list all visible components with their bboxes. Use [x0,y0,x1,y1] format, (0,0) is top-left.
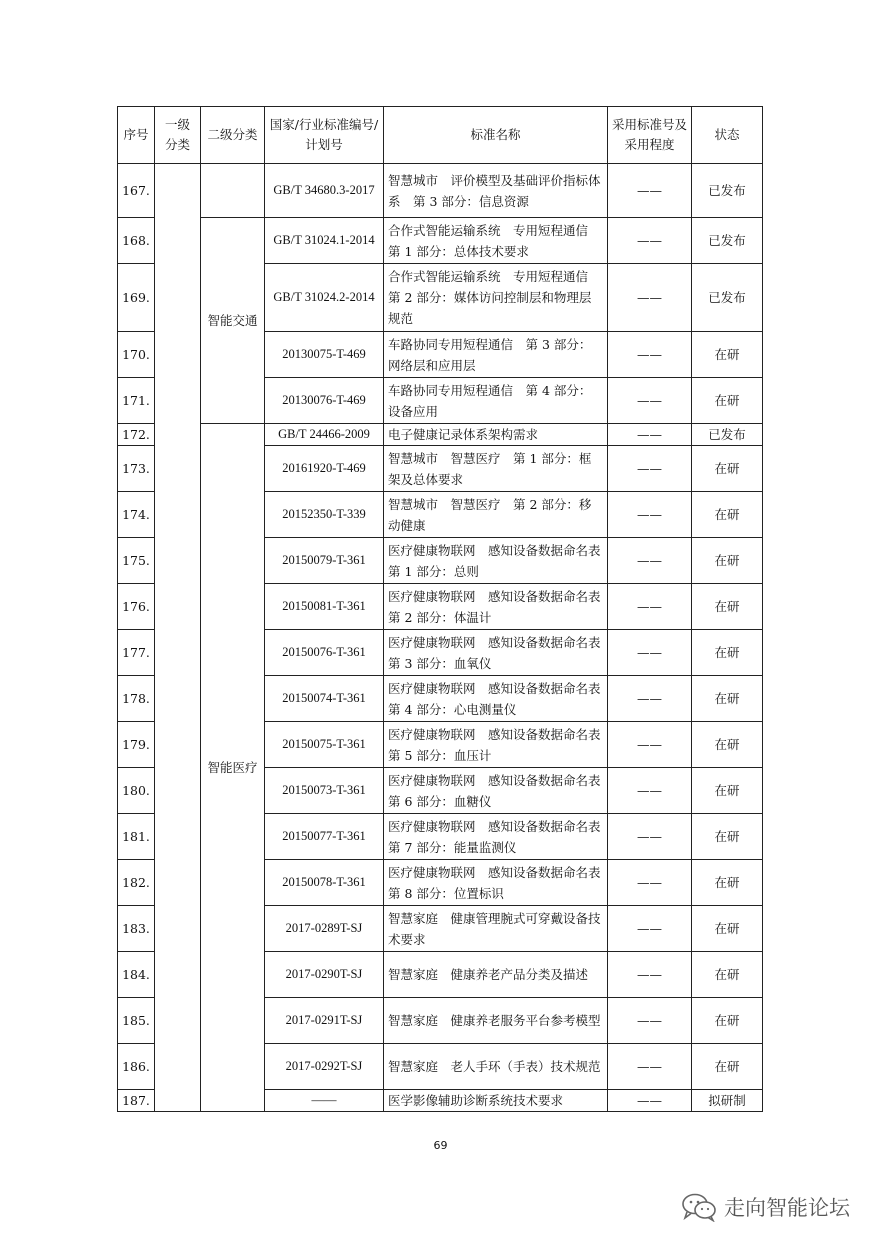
row-status: 在研 [692,998,763,1044]
cat1-cell [155,164,201,1112]
row-seq: 180. [118,768,155,814]
row-code: 20150074-T-361 [265,676,384,722]
row-status: 在研 [692,630,763,676]
row-code: —— [265,1090,384,1112]
row-status: 在研 [692,860,763,906]
row-code: 20161920-T-469 [265,446,384,492]
row-code: GB/T 24466-2009 [265,424,384,446]
row-name: 医疗健康物联网 感知设备数据命名表 第 5 部分：血压计 [384,722,608,768]
table-header-row [118,107,763,164]
row-seq: 178. [118,676,155,722]
row-name: 医疗健康物联网 感知设备数据命名表 第 6 部分：血糖仪 [384,768,608,814]
row-name: 智慧城市 评价模型及基础评价指标体系 第 3 部分：信息资源 [384,164,608,218]
row-seq: 168. [118,218,155,264]
row-code: 20150078-T-361 [265,860,384,906]
row-seq: 176. [118,584,155,630]
row-status: 在研 [692,492,763,538]
row-adopt: —— [608,332,692,378]
row-seq: 183. [118,906,155,952]
row-status: 已发布 [692,264,763,332]
row-adopt: —— [608,218,692,264]
row-code: 2017-0289T-SJ [265,906,384,952]
row-status: 已发布 [692,164,763,218]
row-code: 20150073-T-361 [265,768,384,814]
standards-table [117,106,763,1112]
row-adopt: —— [608,906,692,952]
row-adopt: —— [608,424,692,446]
row-status: 在研 [692,584,763,630]
row-seq: 171. [118,378,155,424]
row-name: 智慧家庭 老人手环（手表）技术规范 [384,1044,608,1090]
row-name: 智慧家庭 健康养老产品分类及描述 [384,952,608,998]
row-name: 智慧城市 智慧医疗 第 2 部分：移动健康 [384,492,608,538]
row-adopt: —— [608,378,692,424]
row-seq: 175. [118,538,155,584]
row-seq: 186. [118,1044,155,1090]
row-name: 医疗健康物联网 感知设备数据命名表 第 7 部分：能量监测仪 [384,814,608,860]
header-code: 国家/行业标准编号/计划号 [265,107,384,164]
cat2-traffic: 智能交通 [201,218,265,424]
row-status: 已发布 [692,424,763,446]
row-code: GB/T 31024.1-2014 [265,218,384,264]
row-name: 医疗健康物联网 感知设备数据命名表 第 1 部分：总则 [384,538,608,584]
table-row [118,424,763,446]
watermark-text: 走向智能论坛 [724,1196,850,1220]
cat2-cell-empty [201,164,265,218]
row-seq: 167. [118,164,155,218]
cat2-medical: 智能医疗 [201,424,265,1112]
row-adopt: —— [608,584,692,630]
row-status: 在研 [692,768,763,814]
row-seq: 173. [118,446,155,492]
wechat-icon [680,1192,718,1222]
row-code: 2017-0291T-SJ [265,998,384,1044]
row-status: 在研 [692,446,763,492]
row-code: 20150076-T-361 [265,630,384,676]
row-code: 2017-0290T-SJ [265,952,384,998]
header-name: 标准名称 [384,107,608,164]
row-seq: 169. [118,264,155,332]
row-seq: 182. [118,860,155,906]
table-row [118,218,763,264]
row-adopt: —— [608,264,692,332]
row-status: 已发布 [692,218,763,264]
header-status: 状态 [692,107,763,164]
row-code: 20150077-T-361 [265,814,384,860]
row-name: 合作式智能运输系统 专用短程通信 第 1 部分：总体技术要求 [384,218,608,264]
row-name: 智慧城市 智慧医疗 第 1 部分：框架及总体要求 [384,446,608,492]
row-adopt: —— [608,630,692,676]
row-status: 在研 [692,814,763,860]
header-adopt: 采用标准号及采用程度 [608,107,692,164]
row-name: 医疗健康物联网 感知设备数据命名表 第 2 部分：体温计 [384,584,608,630]
row-seq: 185. [118,998,155,1044]
watermark [680,1192,850,1222]
row-name: 智慧家庭 健康管理腕式可穿戴设备技术要求 [384,906,608,952]
row-seq: 187. [118,1090,155,1112]
page-number: 69 [433,1139,448,1152]
row-seq: 174. [118,492,155,538]
header-seq: 序号 [118,107,155,164]
header-cat2: 二级分类 [201,107,265,164]
row-adopt: —— [608,1044,692,1090]
row-name: 智慧家庭 健康养老服务平台参考模型 [384,998,608,1044]
row-name: 医学影像辅助诊断系统技术要求 [384,1090,608,1112]
header-cat1: 一级分类 [155,107,201,164]
row-adopt: —— [608,768,692,814]
row-status: 在研 [692,1044,763,1090]
row-seq: 184. [118,952,155,998]
row-name: 电子健康记录体系架构需求 [384,424,608,446]
row-seq: 177. [118,630,155,676]
row-adopt: —— [608,676,692,722]
row-adopt: —— [608,446,692,492]
row-status: 在研 [692,676,763,722]
row-code: 20130076-T-469 [265,378,384,424]
row-seq: 181. [118,814,155,860]
row-status: 在研 [692,906,763,952]
row-adopt: —— [608,164,692,218]
row-status: 在研 [692,538,763,584]
row-adopt: —— [608,492,692,538]
row-adopt: —— [608,860,692,906]
row-name: 车路协同专用短程通信 第 3 部分：网络层和应用层 [384,332,608,378]
row-code: 20152350-T-339 [265,492,384,538]
row-name: 医疗健康物联网 感知设备数据命名表 第 8 部分：位置标识 [384,860,608,906]
table-row [118,164,763,218]
row-name: 合作式智能运输系统 专用短程通信 第 2 部分：媒体访问控制层和物理层规范 [384,264,608,332]
row-code: 20150075-T-361 [265,722,384,768]
row-status: 在研 [692,378,763,424]
row-code: 20150081-T-361 [265,584,384,630]
row-status: 在研 [692,722,763,768]
row-adopt: —— [608,1090,692,1112]
row-code: 20130075-T-469 [265,332,384,378]
row-status: 在研 [692,332,763,378]
row-status: 在研 [692,952,763,998]
row-seq: 179. [118,722,155,768]
row-seq: 172. [118,424,155,446]
row-code: 2017-0292T-SJ [265,1044,384,1090]
row-adopt: —— [608,952,692,998]
row-name: 车路协同专用短程通信 第 4 部分：设备应用 [384,378,608,424]
row-status: 拟研制 [692,1090,763,1112]
row-adopt: —— [608,538,692,584]
row-adopt: —— [608,722,692,768]
row-seq: 170. [118,332,155,378]
row-code: GB/T 34680.3-2017 [265,164,384,218]
row-name: 医疗健康物联网 感知设备数据命名表 第 4 部分：心电测量仪 [384,676,608,722]
row-code: GB/T 31024.2-2014 [265,264,384,332]
row-adopt: —— [608,814,692,860]
row-name: 医疗健康物联网 感知设备数据命名表 第 3 部分：血氧仪 [384,630,608,676]
row-adopt: —— [608,998,692,1044]
row-code: 20150079-T-361 [265,538,384,584]
